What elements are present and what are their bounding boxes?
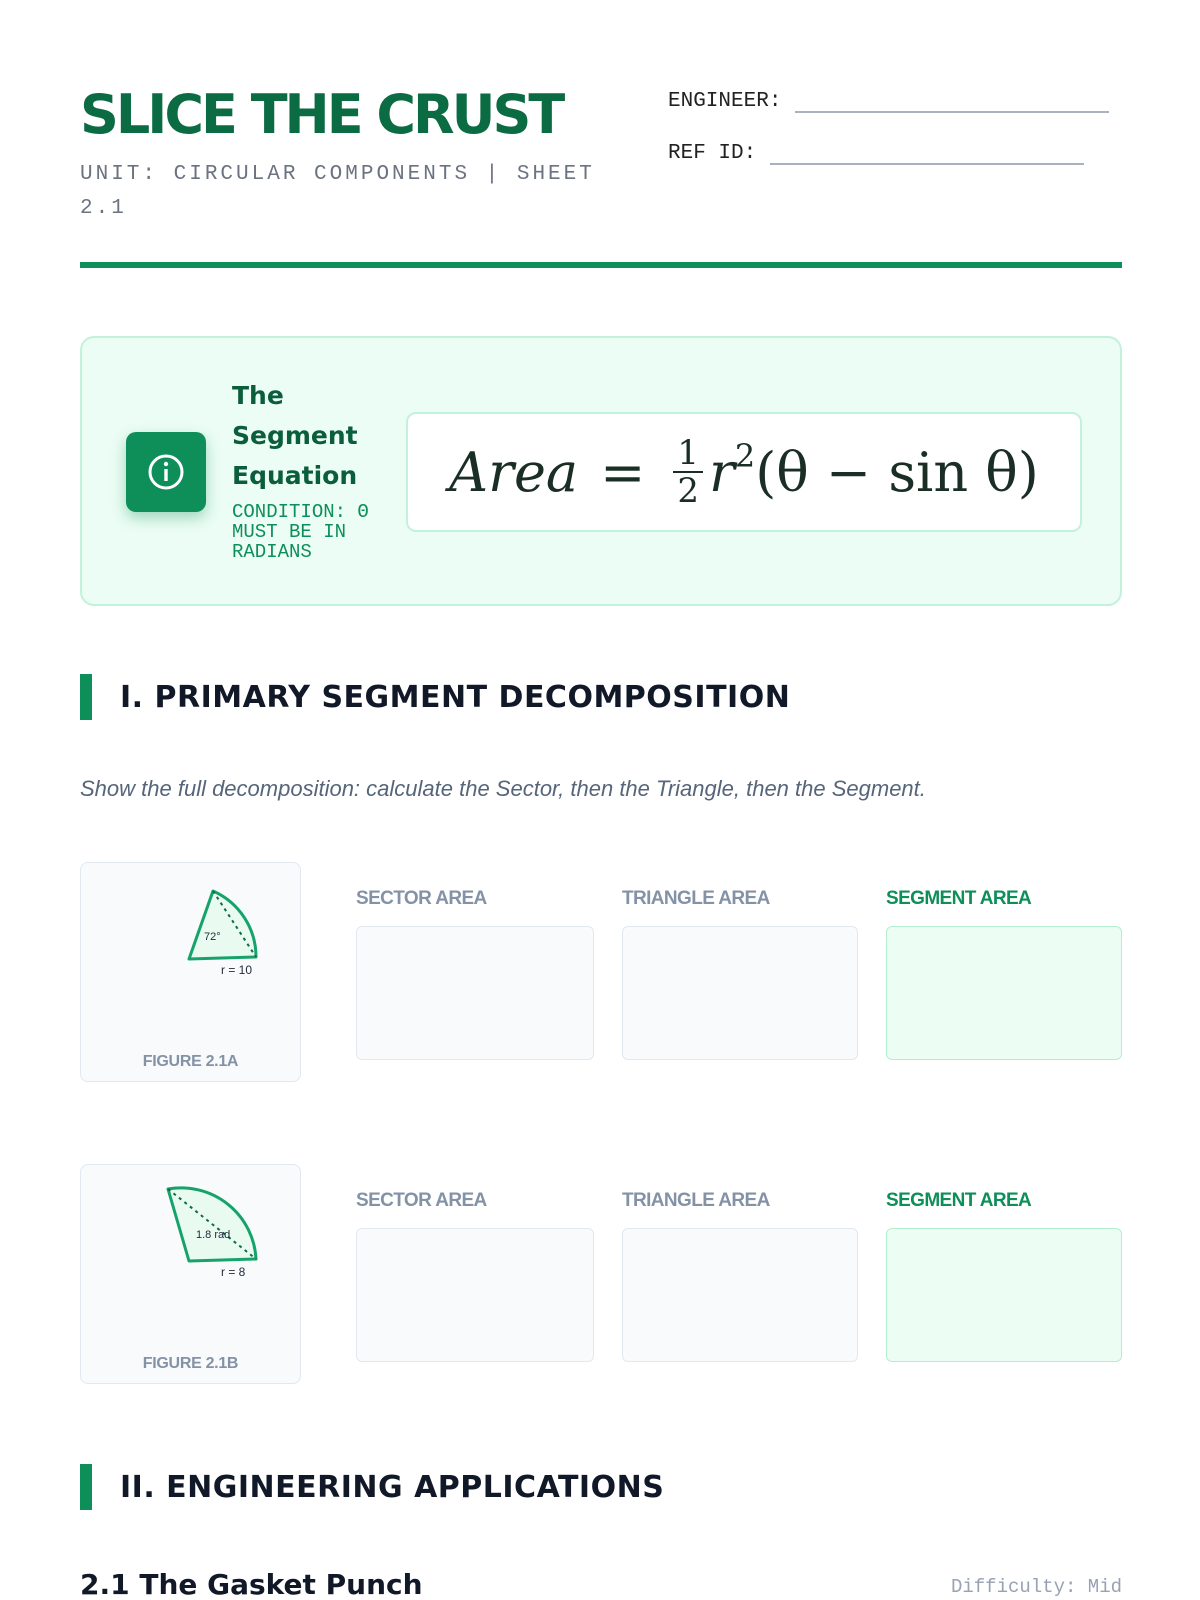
formula-theta-term: (θ − sin θ) [755, 440, 1039, 504]
section-title: I. PRIMARY SEGMENT DECOMPOSITION [120, 679, 791, 715]
formula-equals: = [600, 440, 646, 504]
figure-card [80, 862, 301, 1082]
sector-figure-1-8-rad [81, 1165, 302, 1385]
ref-id-label: REF ID: [668, 142, 757, 165]
triangle-area-label: TRIANGLE AREA [622, 888, 770, 909]
segment-area-input[interactable] [886, 926, 1122, 1060]
angle-label: 72° [204, 931, 221, 943]
instruction-text: Show the full decomposition: calculate the Sector, then the Triangle, then the Segment. [80, 776, 926, 801]
formula-fraction [673, 435, 703, 509]
triangle-area-label: TRIANGLE AREA [622, 1190, 770, 1211]
figure-caption: FIGURE 2.1A [142, 1053, 239, 1070]
sector-figure-72-deg [81, 863, 302, 1083]
formula-display [406, 412, 1082, 532]
problem-row [80, 1164, 1122, 1386]
ref-id-field[interactable] [668, 142, 1084, 165]
sector-area-input[interactable] [356, 926, 594, 1060]
info-icon [126, 432, 206, 512]
worksheet-header [80, 84, 1122, 270]
radius-label: r = 10 [221, 963, 253, 977]
page-subtitle: UNIT: CIRCULAR COMPONENTS | SHEET 2.1 [80, 163, 595, 220]
formula-radius: r [709, 440, 735, 504]
section-accent-bar [80, 1464, 92, 1510]
section-accent-bar [80, 674, 92, 720]
engineer-field[interactable] [668, 90, 1109, 113]
section-heading-primary [80, 674, 790, 720]
formula-exponent: 2 [734, 437, 756, 475]
formula-panel [80, 336, 1122, 606]
section-title: II. ENGINEERING APPLICATIONS [120, 1469, 665, 1505]
fraction-numerator: 1 [673, 435, 703, 473]
angle-label: 1.8 rad [196, 1229, 231, 1241]
equation-title: The Segment Equation [232, 381, 358, 490]
formula-lhs: Area [449, 440, 579, 504]
segment-area-formula [449, 435, 1039, 509]
fraction-denominator: 2 [677, 471, 699, 511]
equation-condition: CONDITION: Θ MUST BE IN RADIANS [232, 501, 369, 563]
triangle-area-input[interactable] [622, 1228, 858, 1362]
problem-row [80, 862, 1122, 1084]
sector-area-label: SECTOR AREA [356, 1190, 487, 1211]
radius-label: r = 8 [221, 1265, 246, 1279]
engineer-input-line[interactable] [795, 91, 1109, 113]
segment-area-label: SEGMENT AREA [886, 1190, 1032, 1211]
difficulty-badge: Difficulty: Mid [950, 1576, 1122, 1598]
section-heading-applications [80, 1464, 664, 1510]
problem-title: 2.1 The Gasket Punch [80, 1568, 423, 1600]
header-divider [80, 262, 1122, 268]
figure-caption: FIGURE 2.1B [142, 1355, 239, 1372]
engineer-label: ENGINEER: [668, 90, 782, 113]
sector-area-label: SECTOR AREA [356, 888, 487, 909]
sector-area-input[interactable] [356, 1228, 594, 1362]
segment-area-label: SEGMENT AREA [886, 888, 1032, 909]
page-title: SLICE THE CRUST [80, 83, 563, 146]
ref-id-input-line[interactable] [770, 143, 1084, 165]
segment-area-input[interactable] [886, 1228, 1122, 1362]
figure-card [80, 1164, 301, 1384]
triangle-area-input[interactable] [622, 926, 858, 1060]
